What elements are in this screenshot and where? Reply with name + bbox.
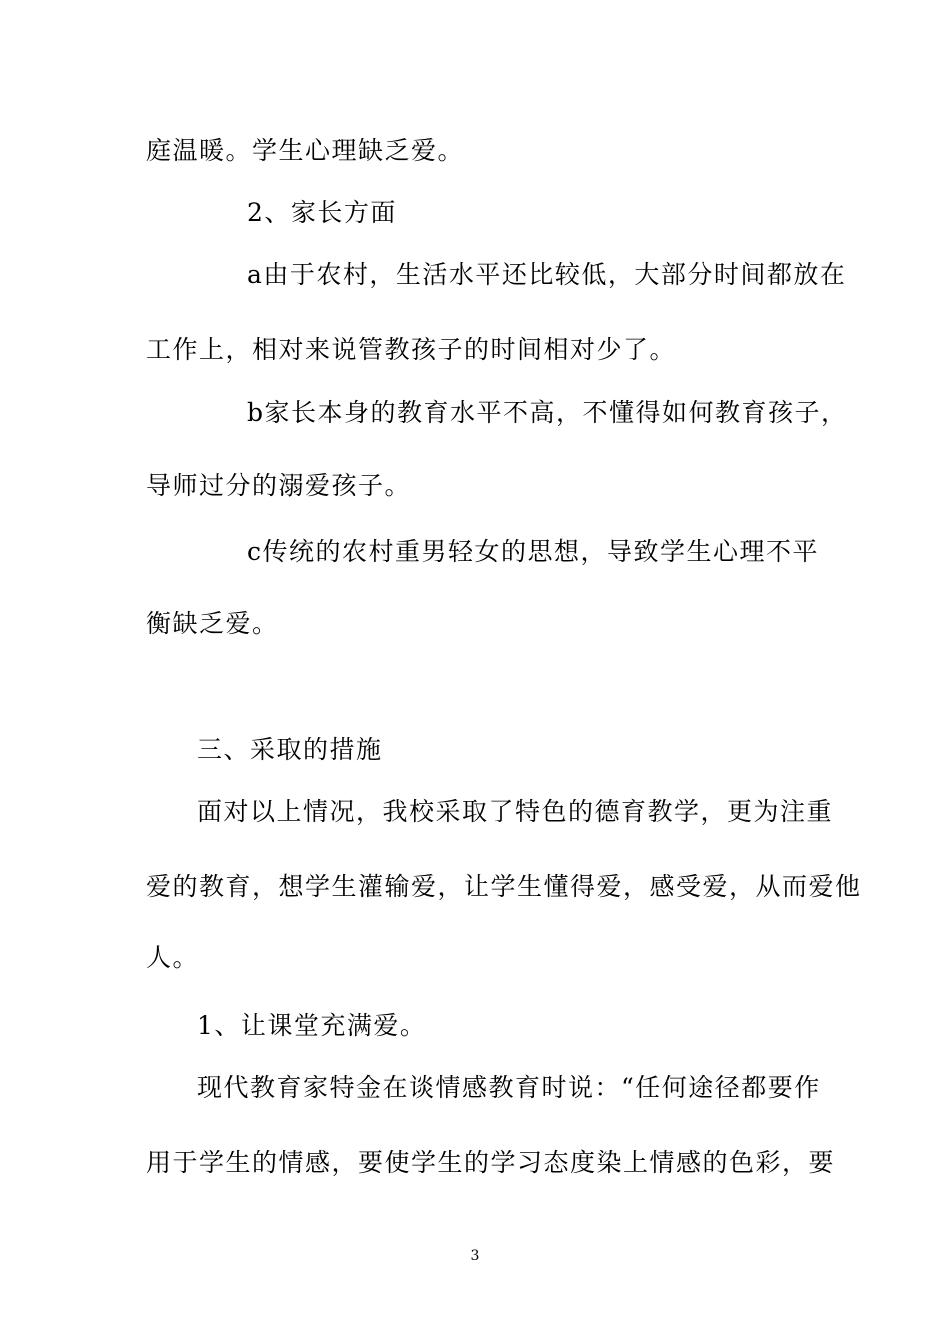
- text-line-6: 导师过分的溺爱孩子。: [146, 471, 412, 500]
- text-line-7: c传统的农村重男轻女的思想，导致学生心理不平: [247, 537, 820, 566]
- text-line-11: 爱的教育，想学生灌输爱，让学生懂得爱，感受爱，从而爱他: [146, 872, 862, 901]
- subsection-heading: 1、让课堂充满爱。: [197, 1011, 427, 1040]
- text-line-2: 2、家长方面: [247, 198, 397, 227]
- text-line-12: 人。: [146, 943, 200, 972]
- text-line-8: 衡缺乏爱。: [146, 609, 279, 638]
- text-line-3: a由于农村，生活水平还比较低，大部分时间都放在: [247, 260, 847, 289]
- text-line-15: 用于学生的情感，要使学生的学习态度染上情感的色彩，要: [146, 1148, 836, 1177]
- page-number: 3: [470, 1248, 480, 1264]
- text-line-1: 庭温暖。学生心理缺乏爱。: [146, 136, 465, 165]
- text-line-10: 面对以上情况，我校采取了特色的德育教学，更为注重: [197, 797, 834, 826]
- section-heading: 三、采取的措施: [197, 735, 383, 764]
- text-line-14: 现代教育家特金在谈情感教育时说：“任何途径都要作: [197, 1073, 821, 1102]
- text-line-5: b家长本身的教育水平不高，不懂得如何教育孩子，: [247, 398, 848, 427]
- text-line-4: 工作上，相对来说管教孩子的时间相对少了。: [146, 335, 677, 364]
